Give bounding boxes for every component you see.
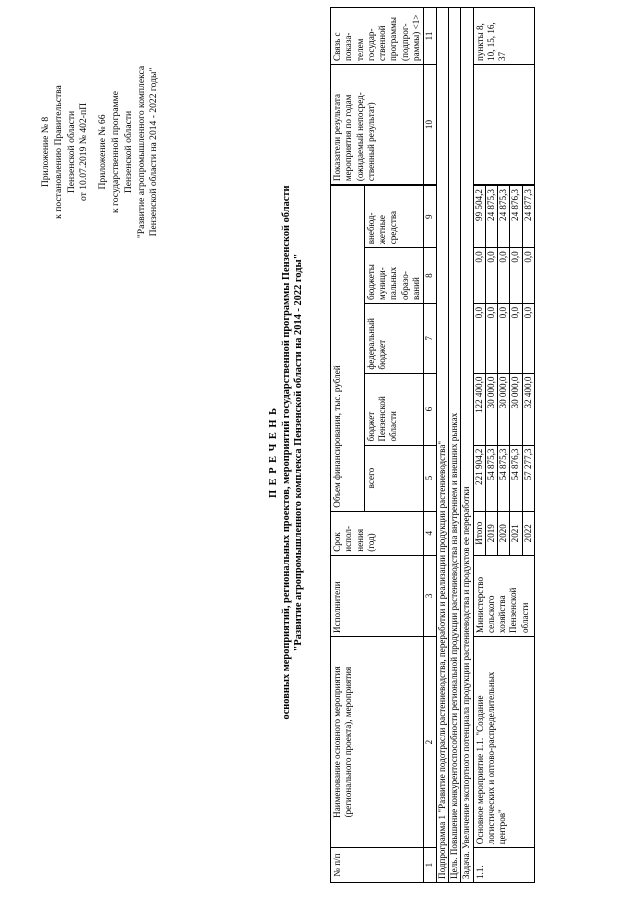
municipal-cell: 0,0 bbox=[485, 248, 497, 304]
header-num: № п/п bbox=[331, 848, 424, 883]
header-offbudget: внебюд- жетные средства bbox=[364, 185, 423, 248]
offbudget-cell: 99 504,2 bbox=[473, 185, 485, 248]
year-cell: 2022 bbox=[522, 511, 534, 555]
header-indicators: Показатели результата мероприятия по годам (ожидаемый непосред- ственный результат) bbox=[331, 64, 424, 185]
offbudget-cell: 24 877,3 bbox=[522, 185, 534, 248]
appendix-note bbox=[40, 7, 161, 297]
offbudget-cell: 24 876,3 bbox=[510, 185, 522, 248]
item-name: Основное мероприятие 1.1. "Создание логистических и оптово-распределительных центров" bbox=[473, 637, 534, 848]
subprogram-row bbox=[436, 8, 448, 883]
column-number: 4 bbox=[424, 511, 436, 555]
header-name: Наименование основного мероприятия (регионального проекта), мероприятия bbox=[331, 637, 424, 848]
task-row bbox=[461, 8, 473, 883]
appendix-line: "Развитие агропромышленного комплекса bbox=[135, 65, 147, 239]
column-number: 3 bbox=[424, 555, 436, 636]
municipal-cell: 0,0 bbox=[473, 248, 485, 304]
federal-cell: 0,0 bbox=[498, 303, 510, 373]
column-number: 2 bbox=[424, 637, 436, 848]
regional-cell: 30 000,0 bbox=[485, 373, 497, 445]
offbudget-cell: 24 875,3 bbox=[485, 185, 497, 248]
header-total: всего bbox=[364, 445, 423, 511]
header-term: Срок испол- нения (год) bbox=[331, 511, 424, 555]
column-number: 1 bbox=[424, 848, 436, 883]
column-number: 5 bbox=[424, 445, 436, 511]
appendix-line: к государственной программе bbox=[109, 91, 121, 213]
offbudget-cell: 24 875,3 bbox=[498, 185, 510, 248]
goal-text: Цель. Повышение конкурентоспособности региональной продукции растениеводства на внутреннем и внешних рынках bbox=[448, 8, 460, 883]
federal-cell: 0,0 bbox=[473, 303, 485, 373]
item-executor: Министерство сельского хозяйства Пензенской области bbox=[473, 555, 534, 636]
column-number: 6 bbox=[424, 373, 436, 445]
municipal-cell: 0,0 bbox=[498, 248, 510, 304]
regional-cell: 30 000,0 bbox=[510, 373, 522, 445]
regional-cell: 122 400,0 bbox=[473, 373, 485, 445]
document-subtitle: основных мероприятий, региональных проектов, мероприятий государственной программы Пензенской области bbox=[280, 185, 292, 720]
year-cell: 2019 bbox=[485, 511, 497, 555]
subprogram-title: Подпрограмма 1 "Развитие подотрасли растениеводства, переработки и реализации продукции растениеводства" bbox=[436, 8, 448, 883]
table-row bbox=[473, 8, 485, 883]
total-cell: 57 277,3 bbox=[522, 445, 534, 511]
header-link: Связь с показа- телем государ- ственной программы (подпрог- раммы) <1> bbox=[331, 8, 424, 65]
federal-cell: 0,0 bbox=[485, 303, 497, 373]
year-cell: Итого bbox=[473, 511, 485, 555]
regional-cell: 30 000,0 bbox=[498, 373, 510, 445]
document-subtitle: "Развитие агропромышленного комплекса Пензенской области на 2014 - 2022 годы" bbox=[293, 253, 305, 652]
municipal-cell: 0,0 bbox=[522, 248, 534, 304]
header-federal-budget: федеральный бюджет bbox=[364, 303, 423, 373]
indicator-cell bbox=[473, 64, 534, 185]
item-link: пункты 8, 10, 15, 16, 37 bbox=[473, 8, 534, 65]
document-heading bbox=[268, 40, 306, 865]
total-cell: 54 875,3 bbox=[498, 445, 510, 511]
item-number: 1.1. bbox=[473, 848, 534, 883]
appendix-line: от 10.07.2019 № 402-пП bbox=[78, 102, 90, 202]
appendix-line: Пензенской области на 2014 - 2022 годы" bbox=[148, 67, 160, 237]
municipal-cell: 0,0 bbox=[510, 248, 522, 304]
column-number: 7 bbox=[424, 303, 436, 373]
regional-cell: 32 400,0 bbox=[522, 373, 534, 445]
column-number: 11 bbox=[424, 8, 436, 65]
header-executor: Исполнители bbox=[331, 555, 424, 636]
header-regional-budget: бюджет Пензенской области bbox=[364, 373, 423, 445]
total-cell: 54 875,3 bbox=[485, 445, 497, 511]
document-title: П Е Р Е Ч Е Н Ь bbox=[268, 407, 279, 498]
column-number: 8 bbox=[424, 248, 436, 304]
column-number: 10 bbox=[424, 64, 436, 185]
measures-table bbox=[330, 7, 535, 883]
task-text: Задача. Увеличение экспортного потенциала продукции растениеводства и продуктов ее переработки bbox=[461, 8, 473, 883]
appendix-line: Приложение № 8 bbox=[40, 116, 51, 188]
federal-cell: 0,0 bbox=[510, 303, 522, 373]
column-number: 9 bbox=[424, 185, 436, 248]
year-cell: 2020 bbox=[498, 511, 510, 555]
federal-cell: 0,0 bbox=[522, 303, 534, 373]
column-numbers-row bbox=[424, 8, 436, 883]
header-funding: Объем финансирования, тыс. рублей bbox=[331, 185, 365, 511]
total-cell: 54 876,3 bbox=[510, 445, 522, 511]
appendix-line: Приложение № 66 bbox=[97, 114, 109, 190]
header-municipal-budget: бюджеты муници- пальных образо- ваний bbox=[364, 248, 423, 304]
appendix-line: Пензенской области bbox=[65, 110, 77, 194]
appendix-line: Пензенской области bbox=[122, 110, 134, 194]
appendix-line: к постановлению Правительства bbox=[52, 85, 64, 219]
total-cell: 221 904,2 bbox=[473, 445, 485, 511]
goal-row bbox=[448, 8, 460, 883]
year-cell: 2021 bbox=[510, 511, 522, 555]
